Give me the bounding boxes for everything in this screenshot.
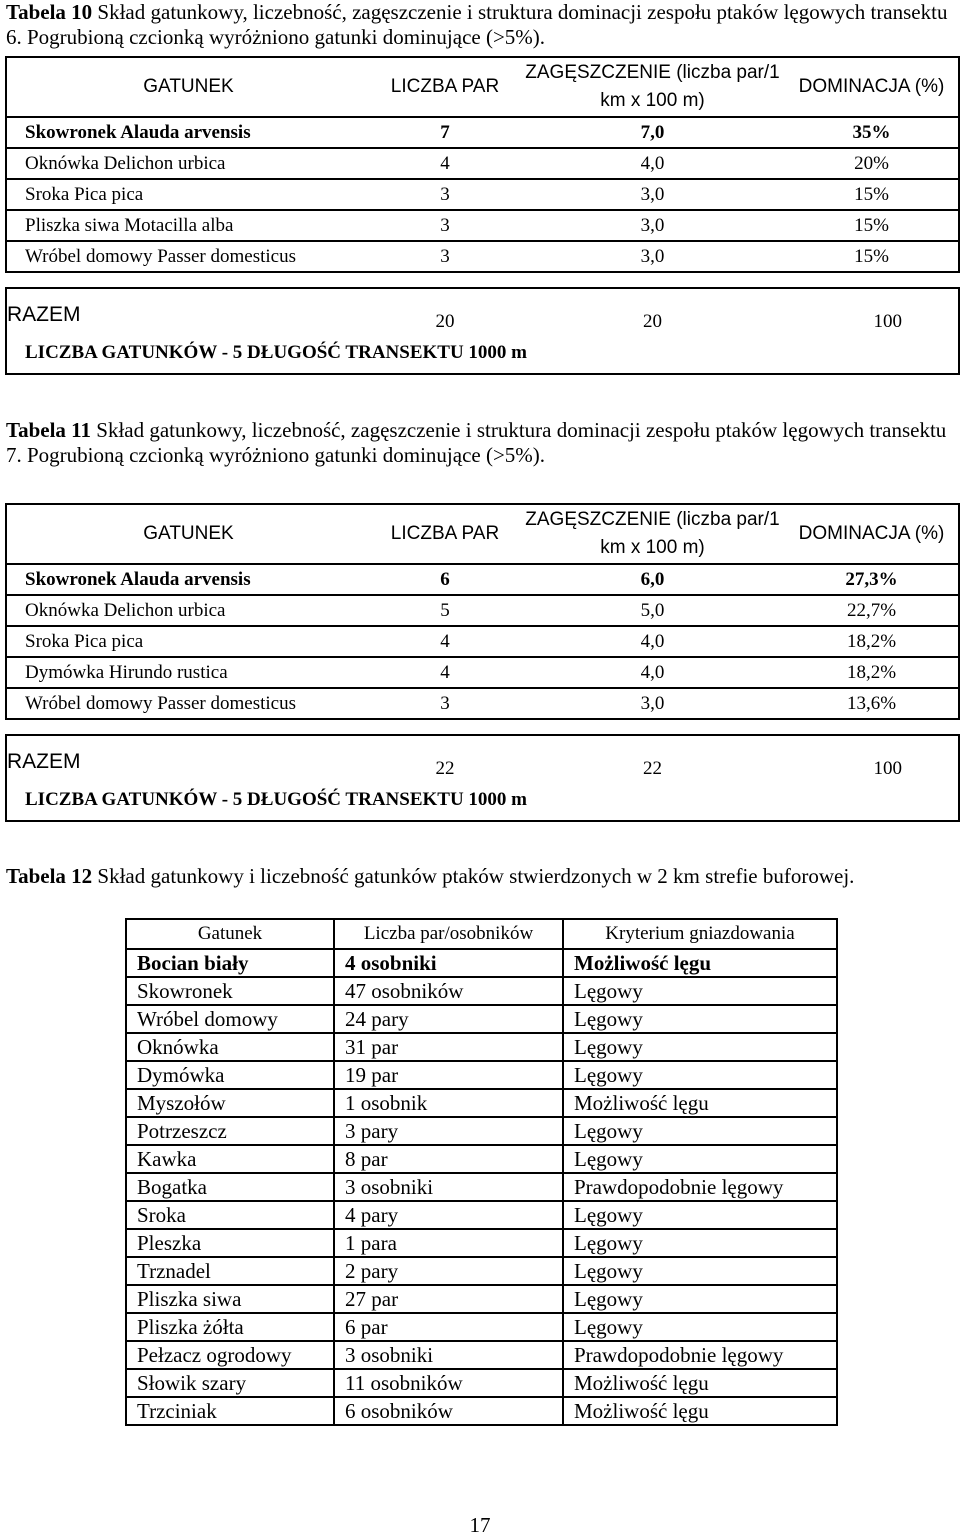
total-row: [6, 288, 959, 333]
table-row: [6, 148, 959, 179]
count-cell: 4 osobniki: [334, 949, 563, 977]
table-11-caption: [6, 418, 956, 468]
table-row: [126, 1313, 837, 1341]
header-pairs: LICZBA PAR: [370, 57, 520, 117]
header-species: Gatunek: [126, 919, 334, 949]
table-12-body: [126, 919, 837, 1425]
count-cell: 27 par: [334, 1285, 563, 1313]
header-count: Liczba par/osobników: [334, 919, 563, 949]
species-cell: Dymówka Hirundo rustica: [6, 657, 370, 688]
dominance-cell: 15%: [785, 179, 959, 210]
table-row: [6, 626, 959, 657]
species-cell: Skowronek Alauda arvensis: [6, 117, 370, 148]
header-density: ZAGĘSZCZENIE (liczba par/1 km x 100 m): [520, 504, 785, 564]
dominance-cell: 15%: [785, 241, 959, 272]
total-dominance: 100: [873, 311, 902, 332]
table-row: [126, 1005, 837, 1033]
table-row: [6, 117, 959, 148]
table-12-caption-text: Skład gatunkowy i liczebność gatunków ptaków stwierdzonych w 2 km strefie buforowej.: [92, 864, 855, 888]
pairs-cell: 3: [370, 688, 520, 719]
table-row: [126, 1341, 837, 1369]
species-cell: Sroka Pica pica: [6, 179, 370, 210]
species-cell: Potrzeszcz: [126, 1117, 334, 1145]
total-pairs: 22: [435, 758, 455, 779]
count-cell: 3 pary: [334, 1117, 563, 1145]
header-species: GATUNEK: [6, 504, 370, 564]
table-row: [126, 1089, 837, 1117]
table-10-label: Tabela 10: [6, 0, 93, 24]
density-cell: 3,0: [520, 179, 785, 210]
density-cell: 4,0: [520, 657, 785, 688]
species-cell: Bogatka: [126, 1173, 334, 1201]
criterion-cell: Lęgowy: [563, 1257, 837, 1285]
header-species: GATUNEK: [6, 57, 370, 117]
criterion-cell: Lęgowy: [563, 1229, 837, 1257]
header-row: [6, 57, 959, 117]
total-row: [6, 735, 959, 780]
pairs-cell: 4: [370, 657, 520, 688]
table-row: [6, 210, 959, 241]
criterion-cell: Lęgowy: [563, 1033, 837, 1061]
total-dominance: 100: [873, 758, 902, 779]
density-cell: 4,0: [520, 148, 785, 179]
footer-cell: [6, 333, 959, 374]
table-row: [126, 1397, 837, 1425]
table-12-caption: [6, 864, 956, 889]
criterion-cell: Prawdopodobnie lęgowy: [563, 1173, 837, 1201]
dominance-cell: 35%: [785, 117, 959, 148]
count-cell: 6 osobników: [334, 1397, 563, 1425]
density-cell: 3,0: [520, 210, 785, 241]
total-label: RAZEM: [7, 303, 81, 326]
species-cell: Bocian biały: [126, 949, 334, 977]
table-row: [126, 1033, 837, 1061]
count-cell: 24 pary: [334, 1005, 563, 1033]
criterion-cell: Możliwość lęgu: [563, 1397, 837, 1425]
total-label-cell: [6, 288, 370, 333]
count-cell: 47 osobników: [334, 977, 563, 1005]
count-cell: 2 pary: [334, 1257, 563, 1285]
total-density-cell: [520, 288, 785, 333]
table-row: [6, 179, 959, 210]
total-density-cell: [520, 735, 785, 780]
species-cell: Oknówka: [126, 1033, 334, 1061]
count-cell: 3 osobniki: [334, 1173, 563, 1201]
page-number: 17: [469, 1513, 491, 1537]
species-cell: Trzciniak: [126, 1397, 334, 1425]
table-row: [126, 977, 837, 1005]
pairs-cell: 7: [370, 117, 520, 148]
species-cell: Wróbel domowy Passer domesticus: [6, 241, 370, 272]
dominance-cell: 18,2%: [785, 626, 959, 657]
table-12-label: Tabela 12: [6, 864, 93, 888]
header-density: ZAGĘSZCZENIE (liczba par/1 km x 100 m): [520, 57, 785, 117]
species-cell: Myszołów: [126, 1089, 334, 1117]
table-row: [126, 1285, 837, 1313]
count-cell: 8 par: [334, 1145, 563, 1173]
species-cell: Pełzacz ogrodowy: [126, 1341, 334, 1369]
species-cell: Dymówka: [126, 1061, 334, 1089]
count-cell: 31 par: [334, 1033, 563, 1061]
density-cell: 5,0: [520, 595, 785, 626]
footer-row: [6, 780, 959, 821]
density-cell: 6,0: [520, 564, 785, 595]
table-12: [125, 918, 838, 1426]
species-cell: Pliszka siwa: [126, 1285, 334, 1313]
total-dominance-cell: [785, 288, 959, 333]
table-row: [126, 1145, 837, 1173]
header-dominance: DOMINACJA (%): [785, 504, 959, 564]
table-row: [126, 1061, 837, 1089]
pairs-cell: 4: [370, 148, 520, 179]
count-cell: 4 pary: [334, 1201, 563, 1229]
total-dominance-cell: [785, 735, 959, 780]
table-11: [5, 503, 960, 822]
dominance-cell: 18,2%: [785, 657, 959, 688]
criterion-cell: Prawdopodobnie lęgowy: [563, 1341, 837, 1369]
species-cell: Wróbel domowy Passer domesticus: [6, 688, 370, 719]
dominance-cell: 20%: [785, 148, 959, 179]
spacer-cell: [6, 719, 959, 735]
table-row: [126, 1369, 837, 1397]
table-row: [6, 688, 959, 719]
species-cell: Oknówka Delichon urbica: [6, 148, 370, 179]
total-density: 22: [643, 758, 662, 779]
dominance-cell: 13,6%: [785, 688, 959, 719]
table-10-caption: [6, 0, 956, 50]
footer-row: [6, 333, 959, 374]
criterion-cell: Możliwość lęgu: [563, 949, 837, 977]
criterion-cell: Możliwość lęgu: [563, 1089, 837, 1117]
pairs-cell: 6: [370, 564, 520, 595]
criterion-cell: Lęgowy: [563, 977, 837, 1005]
header-pairs: LICZBA PAR: [370, 504, 520, 564]
species-cell: Kawka: [126, 1145, 334, 1173]
header-row: [126, 919, 837, 949]
spacer-row: [6, 272, 959, 288]
criterion-cell: Lęgowy: [563, 1285, 837, 1313]
count-cell: 19 par: [334, 1061, 563, 1089]
pairs-cell: 3: [370, 179, 520, 210]
total-label: RAZEM: [7, 750, 81, 773]
species-cell: Pleszka: [126, 1229, 334, 1257]
total-pairs-cell: [370, 288, 520, 333]
pairs-cell: 5: [370, 595, 520, 626]
criterion-cell: Lęgowy: [563, 1313, 837, 1341]
table-row: [6, 241, 959, 272]
table-row: [126, 1117, 837, 1145]
table-10: [5, 56, 960, 375]
count-cell: 6 par: [334, 1313, 563, 1341]
table-row: [126, 1173, 837, 1201]
total-pairs-cell: [370, 735, 520, 780]
dominance-cell: 22,7%: [785, 595, 959, 626]
count-cell: 11 osobników: [334, 1369, 563, 1397]
species-count-transect-length: LICZBA GATUNKÓW - 5 DŁUGOŚĆ TRANSEKTU 1000 m: [25, 342, 527, 363]
density-cell: 7,0: [520, 117, 785, 148]
species-cell: Oknówka Delichon urbica: [6, 595, 370, 626]
count-cell: 1 osobnik: [334, 1089, 563, 1117]
species-cell: Słowik szary: [126, 1369, 334, 1397]
dominance-cell: 15%: [785, 210, 959, 241]
criterion-cell: Lęgowy: [563, 1061, 837, 1089]
table-row: [126, 1201, 837, 1229]
table-row: [126, 1257, 837, 1285]
header-criterion: Kryterium gniazdowania: [563, 919, 837, 949]
footer-cell: [6, 780, 959, 821]
spacer-row: [6, 719, 959, 735]
total-density: 20: [643, 311, 662, 332]
count-cell: 3 osobniki: [334, 1341, 563, 1369]
table-row: [126, 1229, 837, 1257]
header-dominance: DOMINACJA (%): [785, 57, 959, 117]
species-cell: Trznadel: [126, 1257, 334, 1285]
species-count-transect-length: LICZBA GATUNKÓW - 5 DŁUGOŚĆ TRANSEKTU 1000 m: [25, 789, 527, 810]
header-row: [6, 504, 959, 564]
criterion-cell: Lęgowy: [563, 1145, 837, 1173]
dominance-cell: 27,3%: [785, 564, 959, 595]
species-cell: Wróbel domowy: [126, 1005, 334, 1033]
density-cell: 3,0: [520, 688, 785, 719]
table-row: [6, 564, 959, 595]
spacer-cell: [6, 272, 959, 288]
pairs-cell: 3: [370, 210, 520, 241]
total-label-cell: [6, 735, 370, 780]
density-cell: 3,0: [520, 241, 785, 272]
table-11-label: Tabela 11: [6, 418, 92, 442]
pairs-cell: 4: [370, 626, 520, 657]
criterion-cell: Lęgowy: [563, 1117, 837, 1145]
table-row: [6, 595, 959, 626]
criterion-cell: Lęgowy: [563, 1201, 837, 1229]
table-11-caption-text: Skład gatunkowy, liczebność, zagęszczenie i struktura dominacji zespołu ptaków lęgowych transektu 7. Pogrubioną czcionką wyróżniono gatunki dominujące (>5%).: [6, 418, 947, 467]
species-cell: Sroka: [126, 1201, 334, 1229]
species-cell: Pliszka żółta: [126, 1313, 334, 1341]
table-row: [126, 949, 837, 977]
pairs-cell: 3: [370, 241, 520, 272]
species-cell: Skowronek Alauda arvensis: [6, 564, 370, 595]
species-cell: Pliszka siwa Motacilla alba: [6, 210, 370, 241]
table-10-caption-text: Skład gatunkowy, liczebność, zagęszczenie i struktura dominacji zespołu ptaków lęgowych transektu 6. Pogrubioną czcionką wyróżniono gatunki dominujące (>5%).: [6, 0, 948, 49]
density-cell: 4,0: [520, 626, 785, 657]
species-cell: Skowronek: [126, 977, 334, 1005]
species-cell: Sroka Pica pica: [6, 626, 370, 657]
criterion-cell: Możliwość lęgu: [563, 1369, 837, 1397]
table-row: [6, 657, 959, 688]
total-pairs: 20: [435, 311, 455, 332]
table-11-body: [6, 504, 959, 821]
count-cell: 1 para: [334, 1229, 563, 1257]
table-10-body: [6, 57, 959, 374]
criterion-cell: Lęgowy: [563, 1005, 837, 1033]
